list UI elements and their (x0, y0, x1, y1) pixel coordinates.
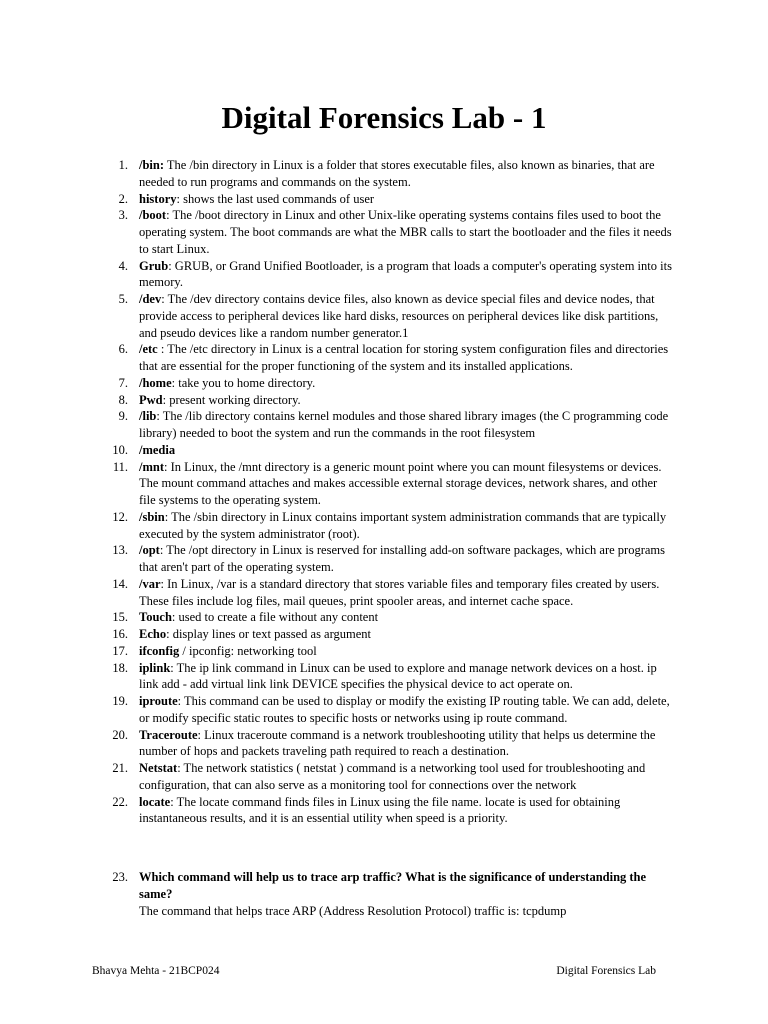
item-number: 12 . (108, 509, 128, 526)
item-term: Echo (139, 627, 167, 641)
item-number: 19 . (108, 693, 128, 710)
list-item (108, 442, 676, 459)
item-term: /dev (139, 292, 162, 306)
item-number: 20 . (108, 727, 128, 744)
list-item (108, 760, 676, 794)
list-item (108, 341, 676, 375)
document-title: Digital Forensics Lab - 1 (221, 100, 547, 135)
list-item (108, 643, 676, 660)
footer-course: Digital Forensics Lab (556, 965, 656, 977)
item-number: 8 . (108, 392, 128, 409)
item-number: 10 . (108, 442, 128, 459)
item-text: : The /dev directory contains device files, also known as device special files and device nodes, that provide access to peripheral devices like hard disks, resources on peripheral devices like disk partitions, and pseudo devices like a random number generator.1 (139, 292, 659, 340)
list-item (108, 375, 676, 392)
item-term: Netstat (139, 761, 178, 775)
item-text: : In Linux, the /mnt directory is a generic mount point where you can mount filesystems or devices. The mount command attaches and makes accessible external storage devices, network shares, and other file systems to the operating system. (139, 459, 662, 507)
item-number: 7 . (108, 375, 128, 392)
item-text: : used to create a file without any content (171, 610, 379, 625)
item-number: 17 . (108, 643, 128, 660)
item-term: /sbin (139, 509, 165, 524)
item-term: Grub (139, 258, 169, 273)
item-number: 2 . (108, 191, 128, 208)
item-term: Touch (139, 610, 172, 625)
item-number: 3 . (108, 207, 128, 224)
item-text: : This command can be used to display or modify the existing IP routing table. We can add, delete, or modify specific static routes to specific hosts or networks using ip route command. (139, 694, 670, 725)
item-text: : display lines or text passed as argument (166, 627, 372, 641)
item-term: /etc (139, 342, 158, 357)
item-number: 9 . (108, 408, 128, 425)
question-text: Which command will help us to trace arp traffic? What is the significance of understanding the same? (139, 870, 647, 901)
list-item (108, 258, 676, 292)
command-list (108, 157, 676, 919)
list-item (108, 459, 676, 509)
list-item (108, 509, 676, 543)
list-item (108, 727, 676, 761)
item-text: : take you to home directory. (171, 375, 316, 390)
list-item (108, 191, 676, 208)
item-text: : The /opt directory in Linux is reserved for installing add-on software packages, which are programs that aren't part of the operating system. (139, 543, 666, 574)
item-term: /opt (139, 543, 160, 558)
item-number: 18 . (108, 660, 128, 677)
list-item (108, 626, 676, 643)
item-text: : The ip link command in Linux can be used to explore and manage network devices on a host. ip link add - add virtual link link DEVICE specifies the physical device to act operate on. (139, 660, 657, 692)
item-number: 13 . (108, 542, 128, 559)
item-number: 16 . (108, 626, 128, 643)
item-text: / ipconfig: networking tool (179, 643, 317, 658)
item-text: : present working directory. (162, 392, 301, 407)
item-text: : The /boot directory in Linux and other Unix-like operating systems contains files used to boot the operating system. The boot commands are what the MBR calls to start the bootloader and the files it needs to start Linux. (139, 208, 672, 256)
item-term: /home (139, 375, 172, 390)
item-term: /lib (139, 409, 157, 424)
item-term: /bin: (139, 158, 165, 172)
list-item (108, 609, 676, 626)
item-term: /mnt (139, 459, 164, 474)
list-item (108, 392, 676, 409)
item-term: Traceroute (139, 727, 198, 742)
item-number: 5 . (108, 291, 128, 308)
item-number: 22 . (108, 794, 128, 811)
item-number: 11 . (108, 459, 128, 476)
item-text: The /bin directory in Linux is a folder that stores executable files, also known as binaries, that are needed to run programs and commands on the system. (139, 158, 655, 189)
item-term: history (139, 191, 177, 206)
answer-text: The command that helps trace ARP (Address Resolution Protocol) traffic is: tcpdump (139, 903, 567, 918)
item-number: 1 . (108, 157, 128, 174)
footer-author: Bhavya Mehta - 21BCP024 (92, 965, 220, 977)
item-term: iproute (139, 694, 178, 708)
item-number: 14 . (108, 576, 128, 593)
item-text: : The /etc directory in Linux is a central location for storing system configuration files and directories that are essential for the proper functioning of the system and its installed applications. (139, 342, 669, 373)
item-term: iplink (139, 660, 171, 675)
list-item (108, 660, 676, 694)
item-text: : The locate command finds files in Linux using the file name. locate is used for obtaining instantaneous results, and it is an essential utility when speed is a priority. (139, 794, 621, 826)
item-term: Pwd (139, 392, 163, 407)
list-item (108, 291, 676, 341)
list-item (108, 693, 676, 727)
list-item (108, 157, 676, 191)
list-item (108, 408, 676, 442)
item-text: : shows the last used commands of user (176, 191, 375, 206)
item-term: ifconfig (139, 643, 180, 658)
item-text: : The /sbin directory in Linux contains important system administration commands that are typically executed by the system administrator (root). (139, 509, 667, 541)
list-item (108, 794, 676, 828)
item-number: 4 . (108, 258, 128, 275)
question-number: 23 . (108, 869, 128, 886)
list-item (108, 207, 676, 257)
item-term: locate (139, 794, 171, 809)
item-term: /var (139, 576, 161, 591)
list-item (108, 542, 676, 576)
item-text: : The /lib directory contains kernel modules and those shared library images (the C programming code library) needed to boot the system and run the commands in the root filesystem (139, 409, 669, 440)
item-term: /media (139, 442, 176, 457)
item-text: : In Linux, /var is a standard directory that stores variable files and temporary files created by users. These files include log files, mail queues, print spooler areas, and internet cache space. (139, 576, 660, 608)
item-text: : GRUB, or Grand Unified Bootloader, is a program that loads a computer's operating system into its memory. (139, 258, 672, 290)
item-text: : Linux traceroute command is a network troubleshooting utility that helps us determine the number of hops and packets traveling path required to reach a destination. (139, 727, 656, 759)
item-number: 15 . (108, 609, 128, 626)
item-text: : The network statistics ( netstat ) command is a networking tool used for troubleshooting and configuration, that can also serve as a monitoring tool for connections over the network (139, 761, 646, 792)
question-item (108, 869, 676, 919)
list-item (108, 576, 676, 610)
item-term: /boot (139, 208, 167, 223)
item-number: 21 . (108, 760, 128, 777)
item-number: 6 . (108, 341, 128, 358)
